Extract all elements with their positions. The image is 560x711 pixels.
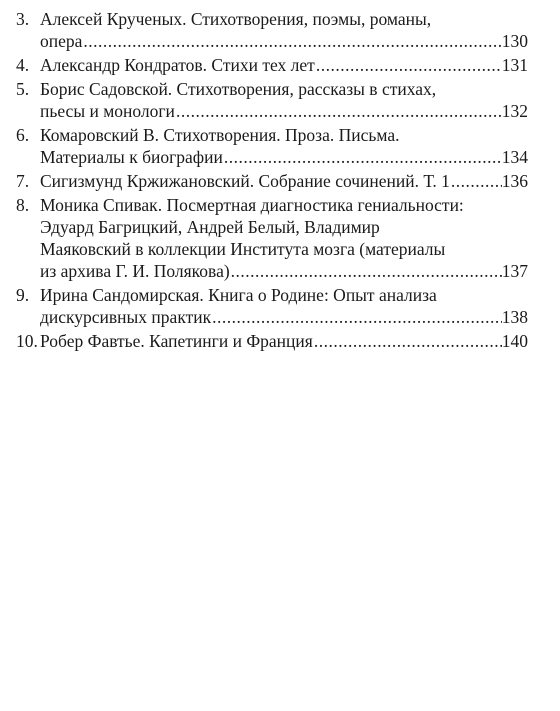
entry-last-line	[40, 170, 528, 192]
leader-dots	[211, 306, 502, 328]
toc-entry-4	[16, 54, 528, 76]
entry-line: Алексей Крученых. Стихотворения, поэмы, романы,	[40, 9, 432, 29]
leader-dots	[313, 330, 502, 352]
entry-number: 5.	[16, 79, 30, 99]
entry-body	[40, 170, 528, 192]
entry-line: Материалы к биографии	[40, 147, 223, 167]
entry-line: Моника Спивак. Посмертная диагностика гениальности:	[40, 195, 464, 215]
toc-entry-10	[16, 330, 528, 352]
entry-last-line	[40, 260, 528, 282]
page-number: 136	[501, 171, 528, 191]
page-number: 132	[501, 101, 528, 121]
leader-dots	[223, 146, 502, 168]
entry-last-line	[40, 30, 528, 52]
toc-entry-3	[16, 8, 528, 52]
leader-dots	[230, 260, 502, 282]
entry-body	[40, 124, 528, 168]
entry-body	[40, 194, 528, 282]
entry-line: пьесы и монологи	[40, 101, 175, 121]
entry-number: 10.	[16, 331, 38, 351]
entry-line: Борис Садовской. Стихотворения, рассказы в стихах,	[40, 79, 437, 99]
entry-line: Ирина Сандомирская. Книга о Родине: Опыт анализа	[40, 285, 437, 305]
entry-number: 7.	[16, 171, 30, 191]
entry-last-line	[40, 100, 528, 122]
toc-entry-6	[16, 124, 528, 168]
entry-body	[40, 8, 528, 52]
entry-body	[40, 78, 528, 122]
entry-line: Александр Кондратов. Стихи тех лет	[40, 55, 315, 75]
page-number: 134	[501, 147, 528, 167]
entry-number: 9.	[16, 285, 30, 305]
leader-dots	[82, 30, 501, 52]
toc-entry-5	[16, 78, 528, 122]
entry-line: Маяковский в коллекции Института мозга (материалы	[40, 239, 446, 259]
page-number: 130	[501, 31, 528, 51]
leader-dots	[175, 100, 502, 122]
leader-dots	[315, 54, 502, 76]
entry-last-line	[40, 330, 528, 352]
entry-line: дискурсивных практик	[40, 307, 212, 327]
toc-entry-9	[16, 284, 528, 328]
table-of-contents	[16, 8, 528, 354]
entry-last-line	[40, 146, 528, 168]
page-number: 140	[501, 331, 528, 351]
entry-body	[40, 54, 528, 76]
toc-entry-8	[16, 194, 528, 282]
entry-line: Комаровский В. Стихотворения. Проза. Письма.	[40, 125, 400, 145]
entry-last-line	[40, 54, 528, 76]
page-number: 137	[501, 261, 528, 281]
entry-last-line	[40, 306, 528, 328]
leader-dots	[450, 170, 502, 192]
entry-line: Сигизмунд Кржижановский. Собрание сочинений. Т. 1	[40, 171, 450, 191]
entry-line: опера	[40, 31, 83, 51]
entry-number: 8.	[16, 195, 30, 215]
entry-line: Эдуард Багрицкий, Андрей Белый, Владимир	[40, 217, 380, 237]
page-number: 131	[501, 55, 528, 75]
entry-line: из архива Г. И. Полякова)	[40, 261, 230, 281]
entry-line: Робер Фавтье. Капетинги и Франция	[40, 331, 313, 351]
page-number: 138	[501, 307, 528, 327]
entry-number: 6.	[16, 125, 30, 145]
toc-entry-7	[16, 170, 528, 192]
entry-body	[40, 330, 528, 352]
entry-number: 3.	[16, 9, 30, 29]
entry-body	[40, 284, 528, 328]
entry-number: 4.	[16, 55, 30, 75]
